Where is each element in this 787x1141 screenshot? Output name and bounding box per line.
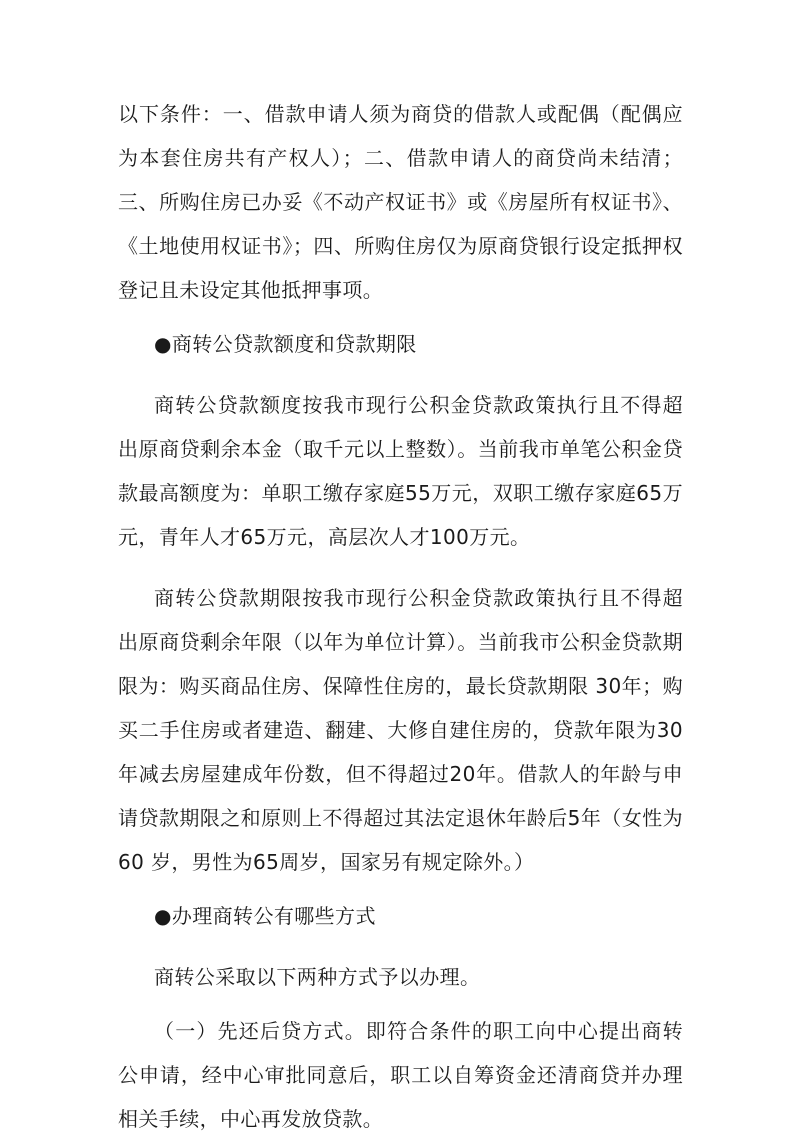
heading-text: 商转公贷款额度和贷款期限 bbox=[171, 332, 417, 356]
paragraph-loan-term: 商转公贷款期限按我市现行公积金贷款政策执行且不得超出原商贷剩余年限（以年为单位计算）。当前我市公积金贷款期限为：购买商品住房、保障性住房的，最长贷款期限 30年；购买二手住房或者建造、翻建、大修自建住房的，贷款年限为30年减去房屋建成年份数，但不得超过20年。借款人的年龄与申请贷款期限之和原则上不得超过其法定退休年龄后5年（女性为60 岁，男性为65周岁，国家另有规定除外。） bbox=[118, 586, 683, 874]
bullet-icon: ● bbox=[154, 904, 172, 928]
bullet-icon: ● bbox=[154, 332, 172, 356]
section-heading-methods bbox=[118, 894, 683, 938]
section-heading-amount-term bbox=[118, 322, 683, 366]
spacer bbox=[118, 312, 683, 322]
paragraph-method-one: （一）先还后贷方式。即符合条件的职工向中心提出商转公申请，经中心审批同意后，职工以自筹资金还清商贷并办理相关手续，中心再发放贷款。 bbox=[118, 1019, 683, 1131]
spacer bbox=[118, 999, 683, 1009]
document-body bbox=[118, 92, 683, 1141]
paragraph-loan-amount: 商转公贷款额度按我市现行公积金贷款政策执行且不得超出原商贷剩余本金（取千元以上整数）。当前我市单笔公积金贷款最高额度为：单职工缴存家庭55万元，双职工缴存家庭65万元，青年人才65万元，高层次人才100万元。 bbox=[118, 393, 683, 549]
paragraph-conditions: 以下条件：一、借款申请人须为商贷的借款人或配偶（配偶应为本套住房共有产权人）；二、借款申请人的商贷尚未结清；三、所购住房已办妥《不动产权证书》或《房屋所有权证书》、《土地使用权证书》；四、所购住房仅为原商贷银行设定抵押权登记且未设定其他抵押事项。 bbox=[118, 102, 683, 302]
spacer bbox=[118, 884, 683, 894]
paragraph-methods-intro: 商转公采取以下两种方式予以办理。 bbox=[154, 965, 481, 989]
spacer bbox=[118, 938, 683, 955]
spacer bbox=[118, 366, 683, 383]
heading-text: 办理商转公有哪些方式 bbox=[171, 904, 376, 928]
spacer bbox=[118, 559, 683, 576]
